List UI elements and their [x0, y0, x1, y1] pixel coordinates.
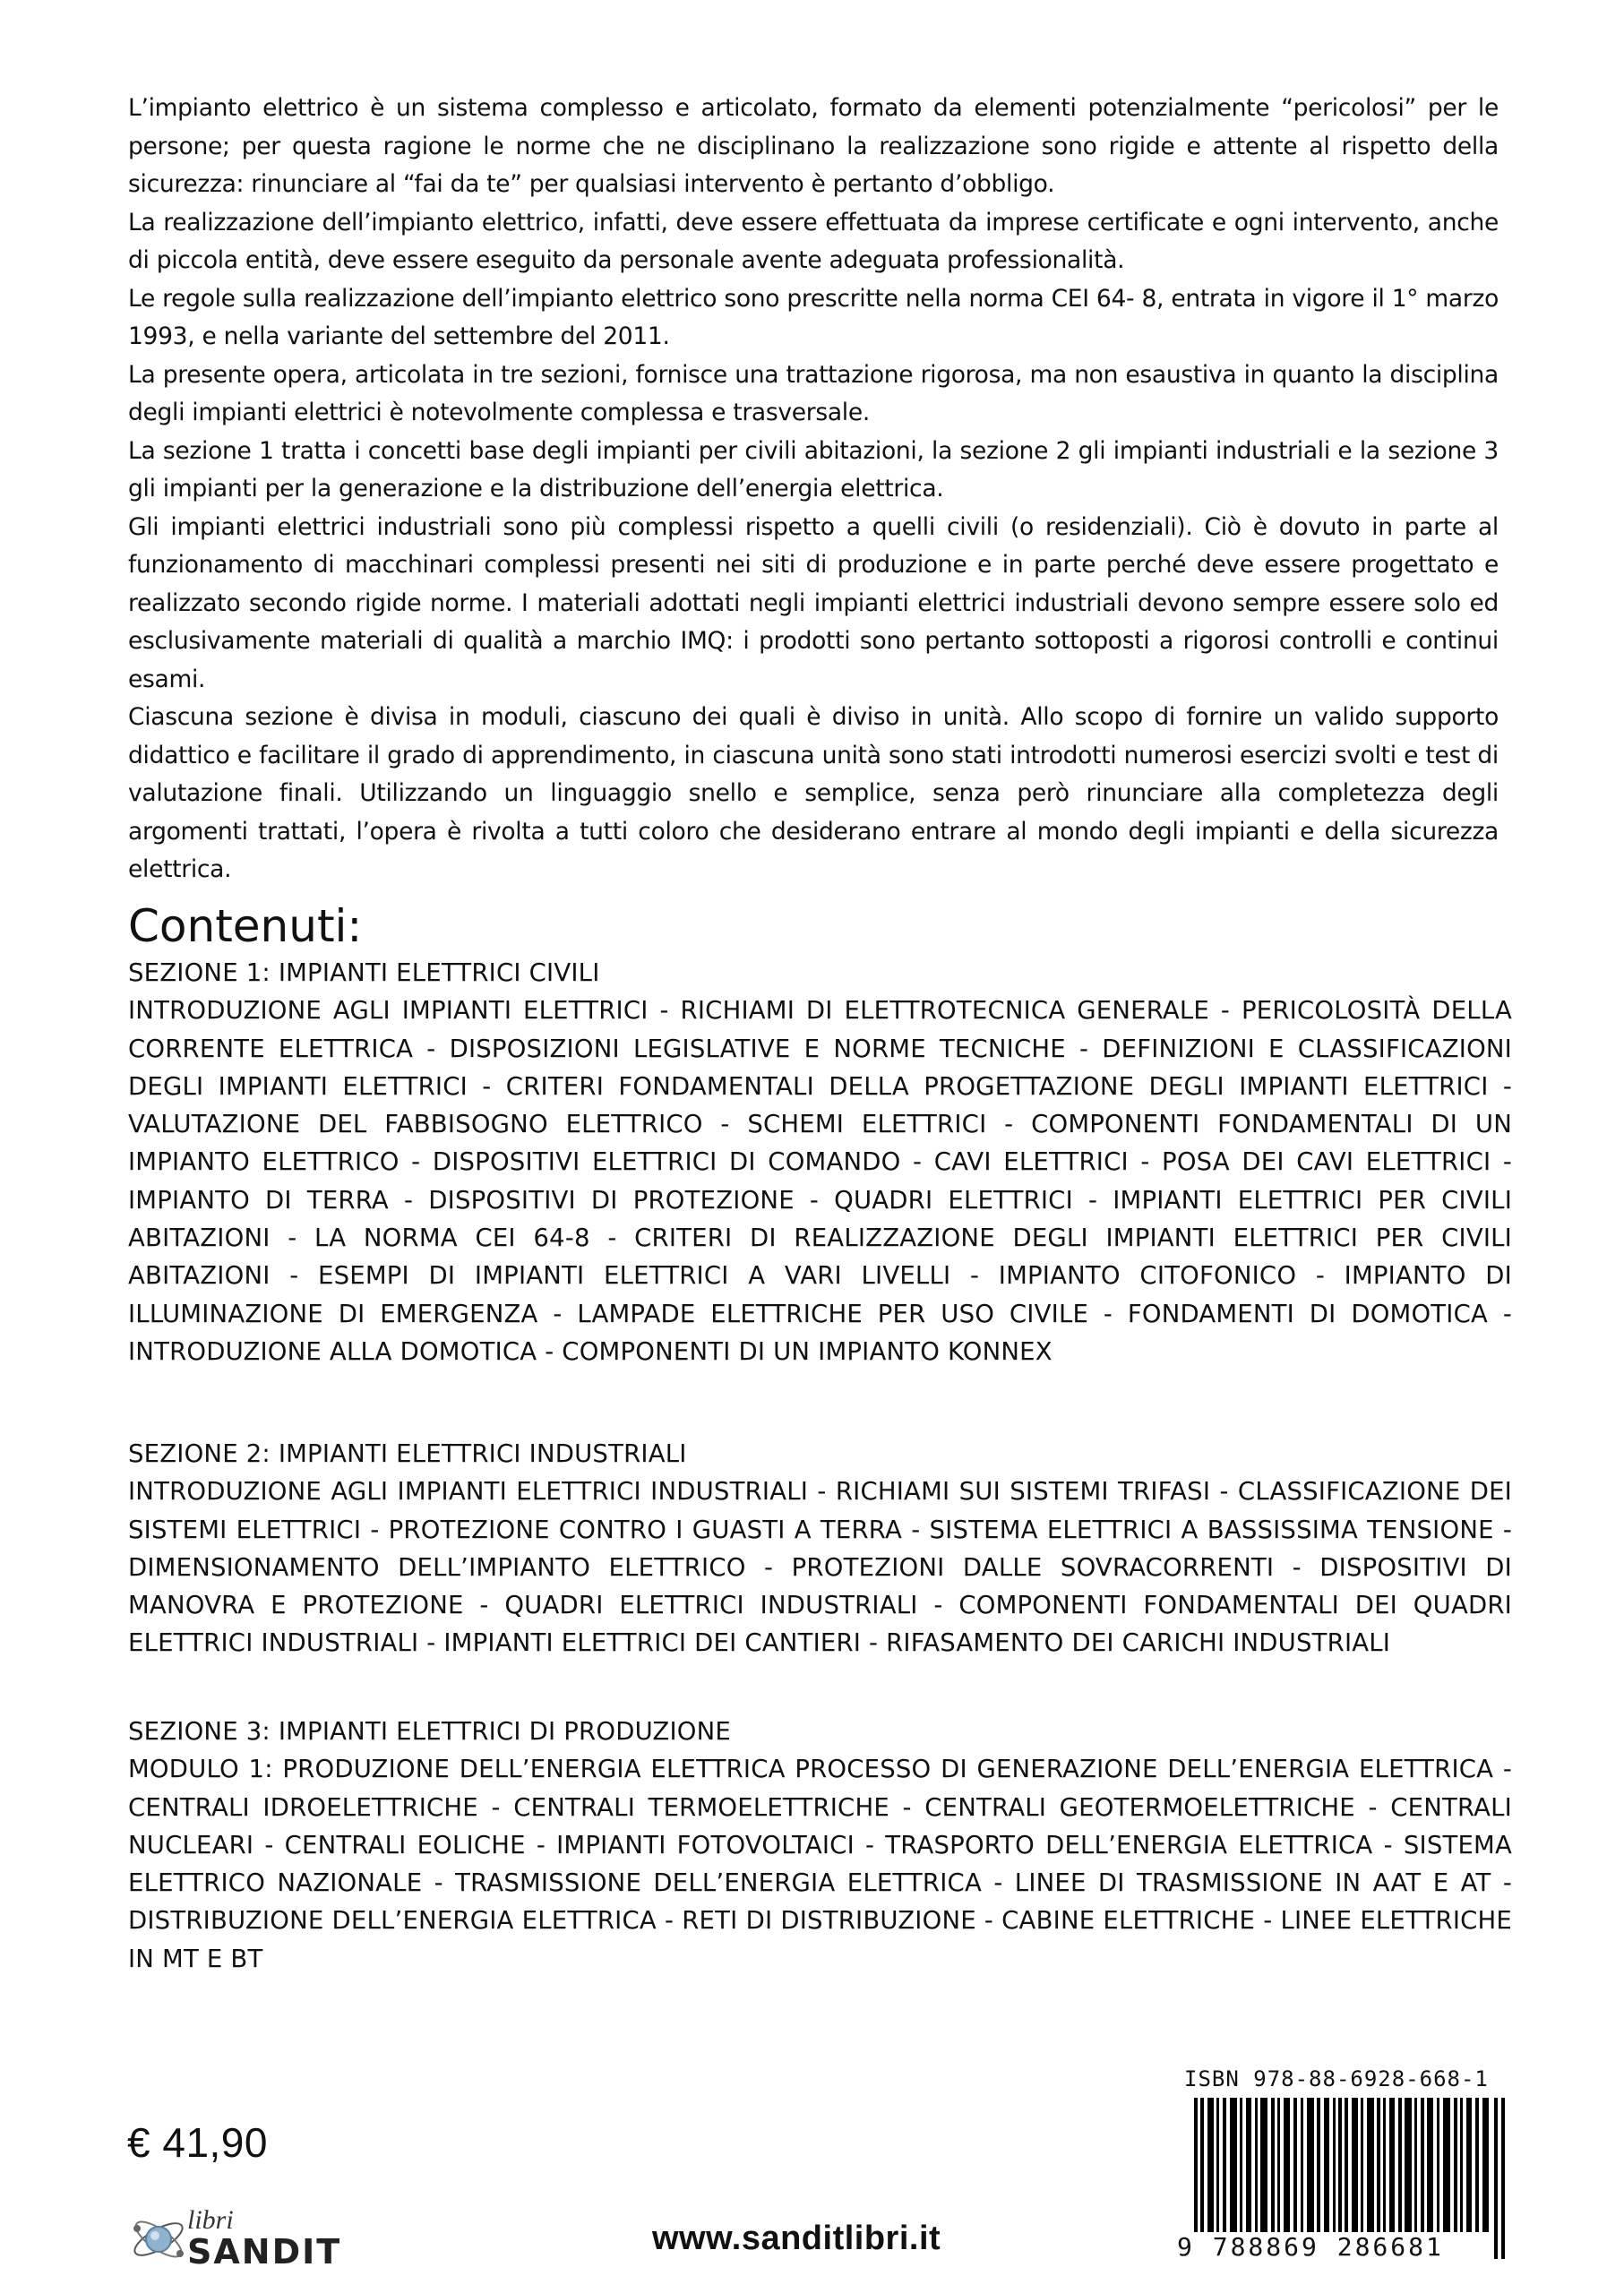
intro-text [128, 90, 1499, 889]
section-body: INTRODUZIONE AGLI IMPIANTI ELETTRICI - RICHIAMI DI ELETTROTECNICA GENERALE - PERICOLOSITÀ DELLA CORRENTE ELETTRICA - DISPOSIZIONI LEGISLATIVE E NORME TECNICHE - DEFINIZIONI E CLASSIFICAZIONI DEGLI IMPIANTI ELETTRICI - CRITERI FONDAMENTALI DELLA PROGETTAZIONE DEGLI IMPIANTI ELETTRICI - VALUTAZIONE DEL FABBISOGNO ELETTRICO - SCHEMI ELETTRICI - COMPONENTI FONDAMENTALI DI UN IMPIANTO ELETTRICO - DISPOSITIVI ELETTRICI DI COMANDO - CAVI ELETTRICI - POSA DEI CAVI ELETTRICI - IMPIANTO DI TERRA - DISPOSITIVI DI PROTEZIONE - QUADRI ELETTRICI - IMPIANTI ELETTRICI PER CIVILI ABITAZIONI - LA NORMA CEI 64-8 - CRITERI DI REALIZZAZIONE DEGLI IMPIANTI ELETTRICI PER CIVILI ABITAZIONI - ESEMPI DI IMPIANTI ELETTRICI A VARI LIVELLI - IMPIANTO CITOFONICO - IMPIANTO DI ILLUMINAZIONE DI EMERGENZA - LAMPADE ELETTRICHE PER USO CIVILE - FONDAMENTI DI DOMOTICA - INTRODUZIONE ALLA DOMOTICA - COMPONENTI DI UN IMPIANTO KONNEX [128, 996, 1512, 1366]
section-body: MODULO 1: PRODUZIONE DELL’ENERGIA ELETTRICA PROCESSO DI GENERAZIONE DELL’ENERGIA ELETTRICA - CENTRALI IDROELETTRICHE - CENTRALI TERMOELETTRICHE - CENTRALI GEOTERMOELETTRICHE - CENTRALI NUCLEARI - CENTRALI EOLICHE - IMPIANTI FOTOVOLTAICI - TRASPORTO DELL’ENERGIA ELETTRICA - SISTEMA ELETTRICO NAZIONALE - TRASMISSIONE DELL’ENERGIA ELETTRICA - LINEE DI TRASMISSIONE IN AAT E AT - DISTRIBUZIONE DELL’ENERGIA ELETTRICA - RETI DI DISTRIBUZIONE - CABINE ELETTRICHE - LINEE ELETTRICHE IN MT E BT [128, 1755, 1512, 1973]
intro-paragraph: Gli impianti elettrici industriali sono più complessi rispetto a quelli civili (o residenziali). Ciò è dovuto in parte al funzionamento di macchinari complessi presenti nei siti di produzione e in parte perché deve essere progettato e realizzato secondo rigide norme. I materiali adottati negli impianti elettrici industriali devono sempre essere solo ed esclusivamente materiali di qualità a marchio IMQ: i prodotti sono pertanto sottoposti a rigorosi controlli e continui esami. [128, 512, 1499, 693]
price: € 41,90 [127, 2119, 268, 2166]
contents-title: Contenuti: [128, 900, 363, 952]
section-3 [128, 1713, 1512, 1978]
section-body: INTRODUZIONE AGLI IMPIANTI ELETTRICI INDUSTRIALI - RICHIAMI SUI SISTEMI TRIFASI - CLASSIFICAZIONE DEI SISTEMI ELETTRICI - PROTEZIONE CONTRO I GUASTI A TERRA - SISTEMA ELETTRICI A BASSISSIMA TENSIONE - DIMENSIONAMENTO DELL’IMPIANTO ELETTRICO - PROTEZIONI DALLE SOVRACORRENTI - DISPOSITIVI DI MANOVRA E PROTEZIONE - QUADRI ELETTRICI INDUSTRIALI - COMPONENTI FONDAMENTALI DEI QUADRI ELETTRICI INDUSTRIALI - IMPIANTI ELETTRICI DEI CANTIERI - RIFASAMENTO DEI CARICHI INDUSTRIALI [128, 1477, 1512, 1658]
intro-paragraph: La sezione 1 tratta i concetti base degli impianti per civili abitazioni, la sezione 2 gli impianti industriali e la sezione 3 gli impianti per la generazione e la distribuzione dell’energia elettrica. [128, 436, 1499, 502]
logo-sandit-text: SANDIT [187, 2232, 342, 2272]
intro-paragraph: La presente opera, articolata in tre sezioni, fornisce una trattazione rigorosa, ma non esaustiva in quanto la disciplina degli impianti elettrici è notevolmente complessa e trasversale. [128, 360, 1499, 426]
intro-paragraph: Ciascuna sezione è divisa in moduli, ciascuno dei quali è diviso in unità. Allo scopo di fornire un valido supporto didattico e facilitare il grado di apprendimento, in ciascuna unità sono stati introdotti numerosi esercizi svolti e test di valutazione finali. Utilizzando un linguaggio snello e semplice, senza però rinunciare alla completezza degli argomenti trattati, l’opera è rivolta a tutti coloro che desiderano entrare al mondo degli impianti e della sicurezza elettrica. [128, 703, 1499, 883]
logo-libri-text: libri [187, 2205, 234, 2235]
isbn-label: ISBN 978-88-6928-668-1 [1184, 2066, 1489, 2091]
atom-globe-icon [128, 2203, 196, 2272]
website-link[interactable]: www.sanditlibri.it [652, 2220, 941, 2257]
intro-paragraph: L’impianto elettrico è un sistema complesso e articolato, formato da elementi potenzialmente “pericolosi” per le persone; per questa ragione le norme che ne disciplinano la realizzazione sono rigide e attente al rispetto della sicurezza: rinunciare al “fai da te” per qualsiasi intervento è pertanto d’obbligo. [128, 94, 1499, 198]
publisher-logo [128, 2203, 361, 2270]
section-heading: SEZIONE 2: IMPIANTI ELETTRICI INDUSTRIALI [128, 1439, 687, 1468]
barcode-number-wrap [1175, 2232, 1508, 2262]
section-heading: SEZIONE 1: IMPIANTI ELETTRICI CIVILI [128, 958, 600, 987]
intro-paragraph: La realizzazione dell’impianto elettrico, infatti, deve essere effettuata da imprese certificate e ogni intervento, anche di piccola entità, deve essere eseguito da personale avente adeguata professionalità. [128, 208, 1499, 274]
barcode-number: 9 788869 286681 [1177, 2232, 1444, 2262]
section-2 [128, 1435, 1512, 1662]
intro-paragraph: Le regole sulla realizzazione dell’impianto elettrico sono prescritte nella norma CEI 64- 8, entrata in vigore il 1° marzo 1993, e nella variante del settembre del 2011. [128, 284, 1499, 350]
section-heading: SEZIONE 3: IMPIANTI ELETTRICI DI PRODUZIONE [128, 1717, 731, 1746]
section-1 [128, 954, 1512, 1370]
